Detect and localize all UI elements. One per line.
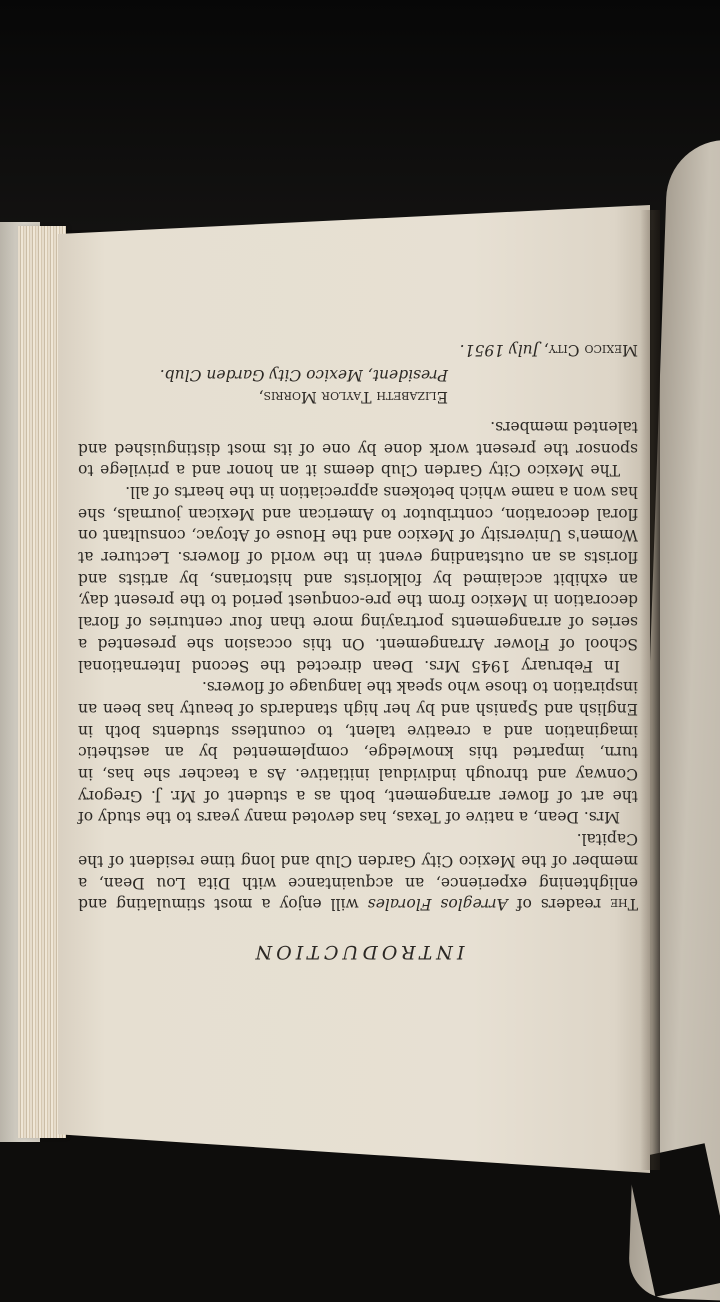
place-date-text: July 1951. [459,340,539,359]
place-city: Mexico City, [543,340,638,359]
signature-name: Elizabeth Taylor Morris, [258,388,448,407]
paragraph-2: Mrs. Dean, a native of Texas, has devoted many years to the study of the art of flower arrangement, both as a student of Mr. J. Gregory Conway and through individual initiative. As a teacher she has, in turn, imparted this knowledge, complemented by an aesthetic imagination and a creative talent, to countless students both in English and Spanish and by her high standards of beauty has been an inspiration to those who speak the language of flowers. [78,678,638,827]
paragraph-3: In February 1945 Mrs. Dean directed the Second International School of Flower Arrangement. On this occasion she presented a series of arrangements portraying more than four centuries of floral decoration in Mexico from the pre-conquest period to the present day, an exhibit acclaimed by folklorists and historians, by artists and florists as an outstanding event in the world of flowers. Lecturer at Women's University of Mexico and the House of Atoyac, consultant on floral decoration, contributor to American and Mexican journals, she has won a name which betokens appreciation in the hearts of all. [78,482,638,675]
signature-title: President, Mexico City Garden Club. [159,366,448,385]
signature-block [78,364,638,407]
paragraph-lead: The [610,895,638,914]
place-date [78,338,638,360]
paragraph-4: The Mexico City Garden Club deems it an honor and a privilege to sponsor the present work done by one of its most distinguished and talented members. [78,417,638,480]
book-title: Arreglos Florales [367,895,508,914]
dark-background [0,0,720,230]
book-gutter [640,210,660,1170]
page-heading: INTRODUCTION [251,941,465,963]
paragraph-1: The readers of Arreglos Florales will enjoy a most stimulating and enlightening experience, an acquaintance with Dita Lou Dean, a member of the Mexico City Garden Club and long time resident of the Capital. [78,830,638,914]
page-text-upside-down [78,262,638,962]
